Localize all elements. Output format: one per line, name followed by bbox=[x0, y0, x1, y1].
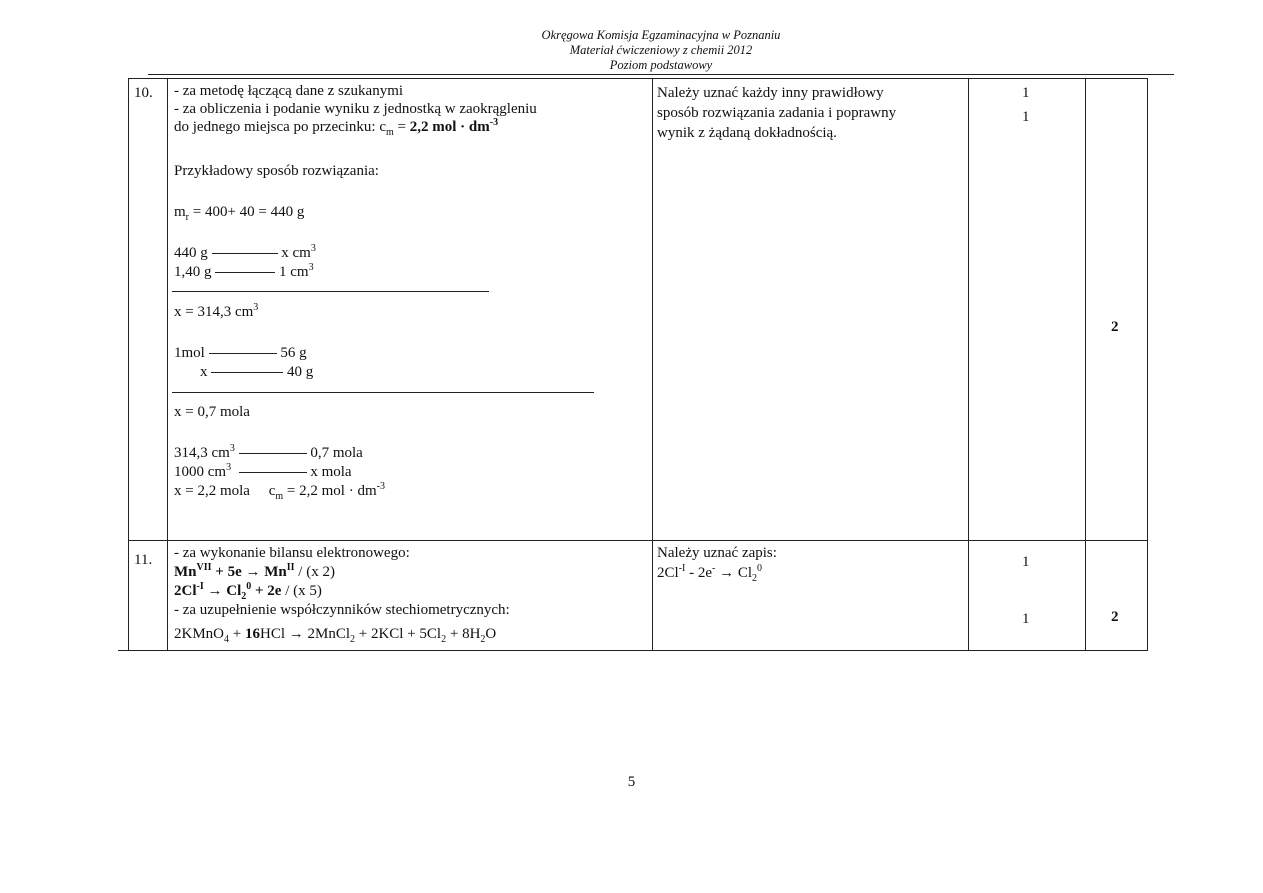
table-divider-points bbox=[968, 78, 969, 651]
proportion-line: 1mol 56 g bbox=[174, 345, 307, 361]
task-number: 10. bbox=[134, 85, 153, 101]
total-points: 2 bbox=[1111, 319, 1119, 335]
proportion-line: x 40 g bbox=[200, 364, 314, 380]
example-title: Przykładowy sposób rozwiązania: bbox=[174, 163, 379, 179]
criteria-line: - za metodę łączącą dane z szukanymi bbox=[174, 83, 404, 99]
points-value: 1 bbox=[1022, 109, 1030, 125]
equation-line: 2KMnO$_4$ + 16HCl → 2MnCl$_2$ + $2KCl + 5Cl_2 + 8H_2O$ bbox=[174, 626, 497, 645]
page-number: 5 bbox=[627, 774, 636, 790]
points-value: 1 bbox=[1022, 554, 1030, 570]
points-value: 1 bbox=[1022, 85, 1030, 101]
proportion-line: 1000 $cm^3$ x mola bbox=[174, 462, 352, 480]
total-points: 2 bbox=[1111, 609, 1119, 625]
document-header bbox=[148, 28, 1174, 73]
proportion-line: 440 g x $cm^3$ bbox=[174, 243, 316, 261]
header-level: Poziom podstawowy bbox=[609, 58, 713, 72]
note-line: Należy uznać każdy inny prawidłowy bbox=[657, 85, 884, 101]
proportion-line: 314,3 $cm^3$ 0,7 mola bbox=[174, 443, 363, 461]
points-value: 1 bbox=[1022, 611, 1030, 627]
result-volume: x = 314,3 $cm^3$ bbox=[174, 302, 259, 320]
calc-divider bbox=[172, 291, 489, 292]
table-border-right bbox=[1147, 78, 1148, 651]
proportion-line: 1,40 g 1 $cm^3$ bbox=[174, 262, 314, 280]
table-row-divider bbox=[128, 540, 1148, 541]
note-line: sposób rozwiązania zadania i poprawny bbox=[657, 105, 897, 121]
table-border-left bbox=[128, 78, 129, 651]
criteria-line: - za obliczenia i podanie wyniku z jednostką w zaokrągleniu bbox=[174, 101, 537, 117]
table-border-bottom bbox=[118, 650, 1148, 651]
note-line: wynik z żądaną dokładnością. bbox=[657, 125, 837, 141]
criteria-line: - za wykonanie bilansu elektronowego: bbox=[174, 545, 410, 561]
result-moles: x = 0,7 mola bbox=[174, 404, 250, 420]
task-number: 11. bbox=[134, 552, 153, 568]
equation-line: $Mn^{VII} + 5e \to Mn^{II} / (x$ 2) bbox=[174, 562, 335, 580]
criteria-line: - za uzupełnienie współczynników stechiometrycznych: bbox=[174, 602, 510, 618]
header-rule bbox=[148, 74, 1174, 75]
note-line: Należy uznać zapis: bbox=[657, 545, 777, 561]
header-institution: Okręgowa Komisja Egzaminacyjna w Poznaniu bbox=[541, 28, 781, 42]
criteria-line: do jednego miejsca po przecinku: $c_m = 2,2$ mol · $dm^{-3}$ bbox=[174, 117, 499, 138]
table-divider-total bbox=[1085, 78, 1086, 651]
calc-divider bbox=[172, 392, 594, 393]
equation-line: $2Cl^{-I} \to Cl_2^0 + 2e / (x$ 5) bbox=[174, 581, 322, 602]
final-result: x = 2,2 mola $c_m = 2,2$ mol · $dm^{-3}$ bbox=[174, 481, 385, 502]
table-divider-number bbox=[167, 78, 168, 651]
note-line: $2Cl^{-I} - 2e^- \to Cl_2^0$ bbox=[657, 563, 763, 584]
table-border-top bbox=[128, 78, 1148, 79]
solution-mass: $m_r = 400+ 40 = 440$ g bbox=[174, 204, 305, 223]
header-material: Materiał ćwiczeniowy z chemii 2012 bbox=[569, 43, 753, 57]
table-divider-notes bbox=[652, 78, 653, 651]
